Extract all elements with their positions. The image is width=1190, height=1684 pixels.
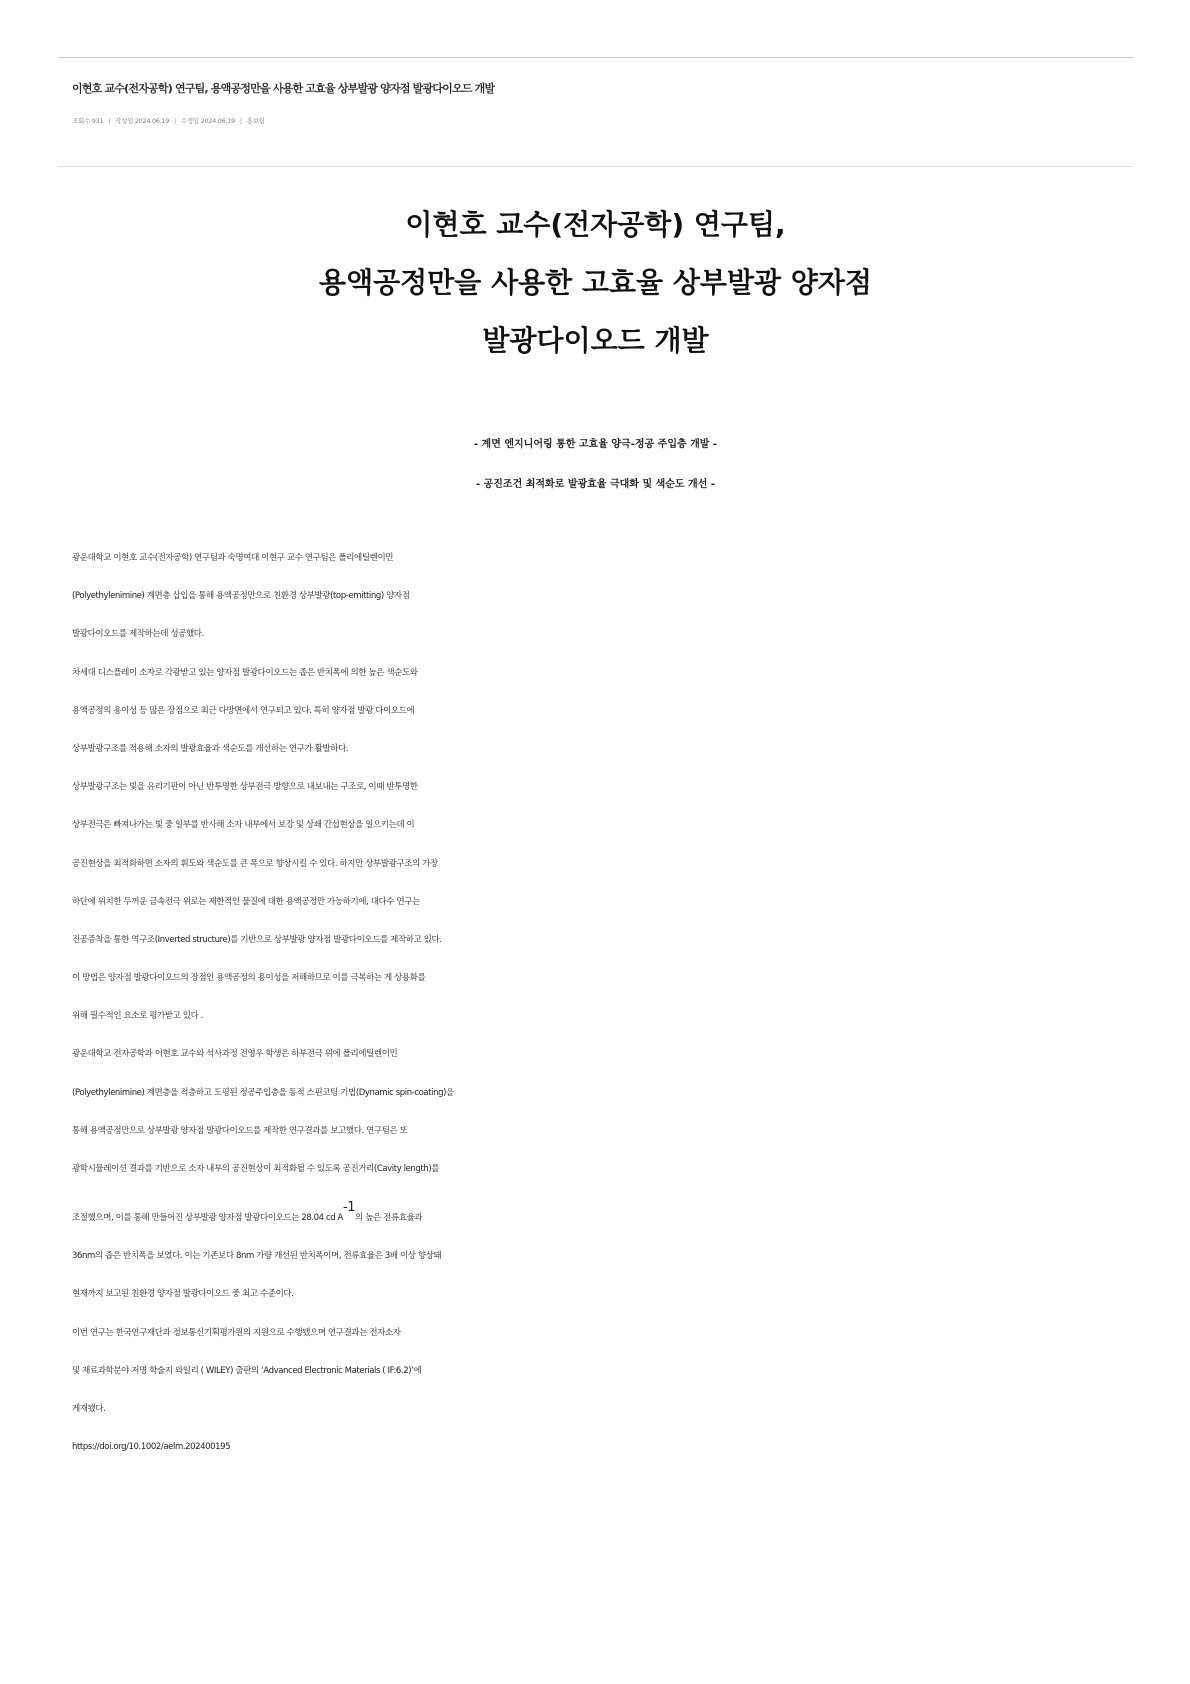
view-count: 조회수 931 xyxy=(72,117,104,125)
body-line: 게재됐다. xyxy=(72,1403,106,1414)
body-line: (Polyethylenimine) 계면층 삽입을 통해 용액공정만으로 친환경 상부발광(top-emitting) 양자점 xyxy=(72,591,410,602)
body-line: 및 재료과학분야 저명 학술지 와일리 ( WILEY) 출판의 ‘Advanced Electronic Materials ( IF:6.2)’에 xyxy=(72,1365,422,1376)
body-line: 위해 필수적인 요소로 평가받고 있다 . xyxy=(72,1011,203,1022)
created-date: 작성일 2024.06.19 xyxy=(115,117,170,125)
meta-separator: | xyxy=(239,117,242,125)
subheading: - 계면 엔지니어링 통한 고효율 양극-정공 주입층 개발 - xyxy=(473,439,718,450)
body-line: 상부전극은 빠져나가는 빛 중 일부를 반사해 소자 내부에서 보강 및 상쇄 간섭현상을 일으키는데 이 xyxy=(72,820,415,831)
article-headline xyxy=(58,196,1133,370)
header-divider xyxy=(58,166,1133,167)
doi-link[interactable]: https://doi.org/10.1002/aelm.202400195 xyxy=(72,1442,231,1453)
article-subheadings xyxy=(58,425,1133,505)
body-line: 공진현상을 최적화하면 소자의 휘도와 색순도를 큰 폭으로 향상시킬 수 있다. 하지만 상부발광구조의 가장 xyxy=(72,858,438,869)
body-line: 이번 연구는 한국연구재단과 정보통신기획평가원의 지원으로 수행됐으며 연구결과는 전자소자 xyxy=(72,1327,401,1338)
body-line: 발광다이오드를 제작하는데 성공했다. xyxy=(72,629,204,640)
body-line: 통해 용액공정만으로 상부발광 양자점 발광다이오드를 제작한 연구결과를 보고했다. 연구팀은 또 xyxy=(72,1125,408,1136)
body-line: 하단에 위치한 두꺼운 금속전극 위로는 제한적인 물질에 대한 용액공정만 가능하기에, 대다수 연구는 xyxy=(72,896,420,907)
post-title: 이현호 교수(전자공학) 연구팀, 용액공정만을 사용한 고효율 상부발광 양자점 발광다이오드 개발 xyxy=(72,82,495,95)
post-meta xyxy=(72,116,1132,125)
body-line: 차세대 디스플레이 소자로 각광받고 있는 양자점 발광다이오드는 좁은 반치폭에 의한 높은 색순도와 xyxy=(72,667,418,678)
body-text-span: 조절했으며, 이를 통해 만들어진 상부발광 양자점 발광다이오드는 28.04 cd A xyxy=(72,1213,343,1224)
article-body xyxy=(72,539,1132,1466)
body-line: 상부발광구조를 적용해 소자의 발광효율과 색순도를 개선하는 연구가 활발하다. xyxy=(72,743,349,754)
body-line: 36nm의 좁은 반치폭을 보였다. 이는 기존보다 8nm 가량 개선된 반치폭이며, 전류효율은 3배 이상 향상돼 xyxy=(72,1251,442,1262)
top-divider xyxy=(58,57,1133,58)
body-line: 현재까지 보고된 친환경 양자점 발광다이오드 중 최고 수준이다. xyxy=(72,1289,294,1300)
meta-separator: | xyxy=(108,117,111,125)
author: 홍보팀 xyxy=(246,117,265,125)
body-line-with-superscript xyxy=(72,1188,1132,1237)
body-line: 용액공정의 용이성 등 많은 장점으로 최근 다방면에서 연구되고 있다. 특히 양자점 발광 다이오드에 xyxy=(72,705,415,716)
headline-line: 발광다이오드 개발 xyxy=(482,324,709,357)
meta-separator: | xyxy=(174,117,176,125)
body-line: 광운대학교 전자공학과 이현호 교수와 석사과정 전영우 학생은 하부전극 위에 폴리에틸렌이민 xyxy=(72,1049,398,1060)
body-line: (Polyethylenimine) 계면층을 적층하고 도핑된 정공주입층을 동적 스핀코팅 기법(Dynamic spin-coating)을 xyxy=(72,1087,454,1098)
subheading: - 공진조건 최적화로 발광효율 극대화 및 색순도 개선 - xyxy=(475,479,715,490)
body-line: 광학시뮬레이션 결과를 기반으로 소자 내부의 공진현상이 최적화될 수 있도록 공진거리(Cavity length)를 xyxy=(72,1164,440,1174)
body-line: 광운대학교 이현호 교수(전자공학) 연구팀과 숙명여대 이현구 교수 연구팀은 폴리에틸렌이민 xyxy=(72,553,394,563)
body-line: 진공증착을 통한 역구조(Inverted structure)를 기반으로 상부발광 양자점 발광다이오드를 제작하고 있다. xyxy=(72,934,442,945)
body-text-span: 의 높은 전류효율과 xyxy=(355,1213,423,1224)
body-line: 상부발광구조는 빛을 유리기판이 아닌 반투명한 상부전극 방향으로 내보내는 구조로, 이때 반투명한 xyxy=(72,782,418,793)
headline-line: 이현호 교수(전자공학) 연구팀, xyxy=(405,208,786,241)
superscript-exponent: -1 xyxy=(342,1200,356,1216)
headline-line: 용액공정만을 사용한 고효율 상부발광 양자점 xyxy=(319,266,872,299)
modified-date: 수정일 2024.06.19 xyxy=(180,117,235,125)
body-line: 이 방법은 양자점 발광다이오드의 장점인 용액공정의 용이성을 저해하므로 이를 극복하는 게 상용화를 xyxy=(72,973,426,984)
